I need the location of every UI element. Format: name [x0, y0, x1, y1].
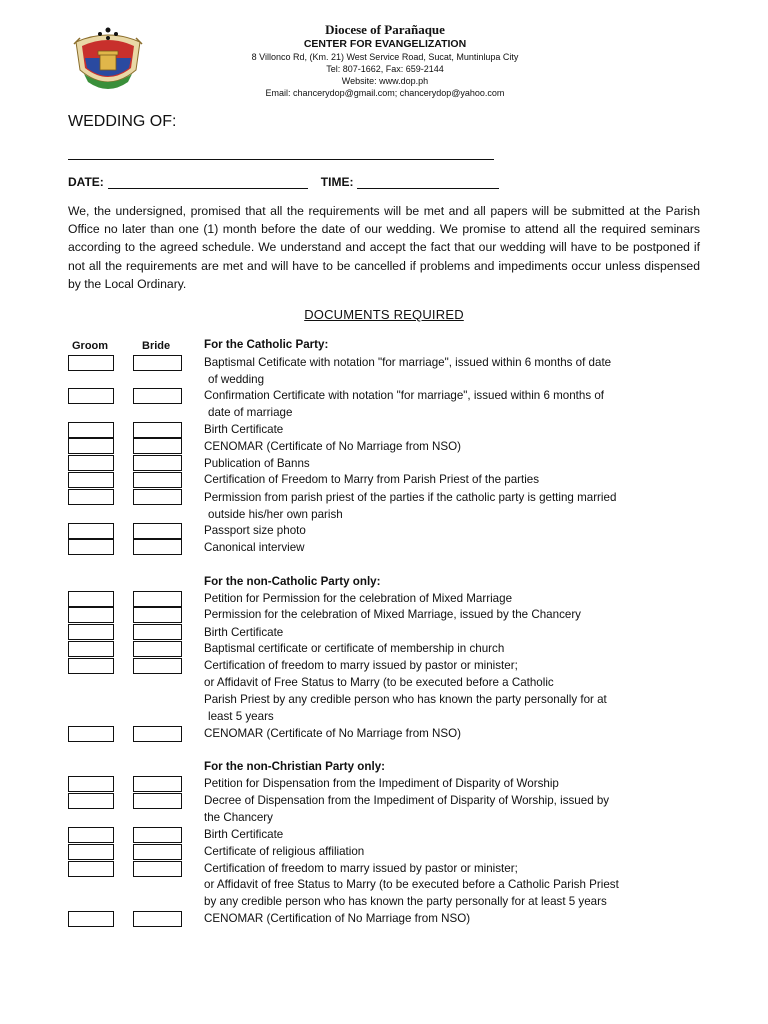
requirement-line: Petition for Dispensation from the Impediment of Disparity of Worship [204, 777, 559, 790]
groom-checkbox[interactable] [68, 641, 114, 657]
requirement-line: Birth Certificate [204, 828, 284, 841]
bride-checkbox[interactable] [133, 641, 182, 657]
date-label: DATE: [68, 175, 104, 189]
groom-checkbox[interactable] [68, 726, 114, 742]
requirement-line: Petition for Permission for the celebration of Mixed Marriage [204, 592, 513, 605]
requirement-line: Permission for the celebration of Mixed Marriage, issued by the Chancery [204, 608, 581, 621]
requirement-line: least 5 years [208, 710, 274, 723]
groom-column-header: Groom [72, 340, 109, 352]
groom-checkbox[interactable] [68, 388, 114, 404]
bride-checkbox[interactable] [133, 607, 182, 623]
groom-checkbox[interactable] [68, 776, 114, 792]
bride-checkbox[interactable] [133, 355, 182, 371]
requirement-line: Permission from parish priest of the parties if the catholic party is getting married [204, 491, 617, 504]
requirement-line: date of marriage [208, 406, 293, 419]
groom-checkbox[interactable] [68, 658, 114, 674]
section-heading: For the Catholic Party: [204, 338, 329, 351]
groom-checkbox[interactable] [68, 911, 114, 927]
bride-checkbox[interactable] [133, 844, 182, 860]
time-blank[interactable] [357, 177, 499, 189]
section-heading: For the non-Catholic Party only: [204, 575, 381, 588]
bride-checkbox[interactable] [133, 489, 182, 505]
groom-checkbox[interactable] [68, 355, 114, 371]
website: Website: www.dop.ph [341, 76, 429, 86]
telephone: Tel: 807-1662, Fax: 659-2144 [326, 64, 444, 74]
requirement-line: Birth Certificate [204, 423, 284, 436]
time-label: TIME: [320, 175, 354, 189]
requirement-line: Birth Certificate [204, 626, 284, 639]
bride-checkbox[interactable] [133, 455, 182, 471]
groom-checkbox[interactable] [68, 827, 114, 843]
groom-checkbox[interactable] [68, 455, 114, 471]
requirement-line: CENOMAR (Certification of No Marriage from NSO) [204, 912, 471, 925]
requirement-line: Certification of Freedom to Marry from Parish Priest of the parties [204, 473, 540, 486]
groom-checkbox[interactable] [68, 607, 114, 623]
bride-checkbox[interactable] [133, 591, 182, 607]
requirement-line: or Affidavit of free Status to Marry (to be executed before a Catholic Parish Priest [204, 878, 619, 891]
email: Email: chancerydop@gmail.com; chancerydop@yahoo.com [265, 88, 505, 98]
requirement-line: CENOMAR (Certificate of No Marriage from NSO) [204, 440, 462, 453]
requirement-line: outside his/her own parish [208, 508, 343, 521]
bride-checkbox[interactable] [133, 658, 182, 674]
groom-checkbox[interactable] [68, 861, 114, 877]
requirement-line: CENOMAR (Certificate of No Marriage from NSO) [204, 727, 462, 740]
documents-required-title: DOCUMENTS REQUIRED [304, 307, 464, 322]
requirement-line: Passport size photo [204, 524, 306, 537]
bride-checkbox[interactable] [133, 911, 182, 927]
date-blank[interactable] [108, 177, 308, 189]
bride-checkbox[interactable] [133, 776, 182, 792]
bride-checkbox[interactable] [133, 438, 182, 454]
diocese-name: Diocese of Parañaque [325, 22, 445, 37]
groom-checkbox[interactable] [68, 591, 114, 607]
groom-checkbox[interactable] [68, 624, 114, 640]
center-name: CENTER FOR EVANGELIZATION [303, 38, 467, 50]
requirement-line: Baptismal Cetificate with notation "for marriage", issued within 6 months of date [204, 356, 612, 369]
requirement-line: Decree of Dispensation from the Impediment of Disparity of Worship, issued by [204, 794, 610, 807]
bride-checkbox[interactable] [133, 422, 182, 438]
groom-checkbox[interactable] [68, 489, 114, 505]
bride-checkbox[interactable] [133, 539, 182, 555]
groom-checkbox[interactable] [68, 539, 114, 555]
groom-checkbox[interactable] [68, 422, 114, 438]
requirement-line: or Affidavit of Free Status to Marry (to be executed before a Catholic [204, 676, 554, 689]
requirement-line: Certification of freedom to marry issued by pastor or minister; [204, 862, 518, 875]
bride-checkbox[interactable] [133, 726, 182, 742]
address: 8 Villonco Rd, (Km. 21) West Service Road, Sucat, Muntinlupa City [251, 52, 519, 62]
bride-checkbox[interactable] [133, 523, 182, 539]
requirement-line: by any credible person who has known the party personally for at least 5 years [204, 895, 607, 908]
requirement-line: of wedding [208, 373, 265, 386]
requirement-line: Confirmation Certificate with notation "for marriage", issued within 6 months of [204, 389, 605, 402]
requirement-line: Parish Priest by any credible person who has known the party personally for at [204, 693, 607, 706]
bride-checkbox[interactable] [133, 624, 182, 640]
bride-checkbox[interactable] [133, 861, 182, 877]
bride-checkbox[interactable] [133, 388, 182, 404]
requirement-line: Canonical interview [204, 541, 305, 554]
groom-checkbox[interactable] [68, 793, 114, 809]
wedding-of-label: WEDDING OF: [68, 113, 177, 130]
intro-paragraph: We, the undersigned, promised that all the requirements will be met and all papers will be submitted at the Parish Office no later than one (1) month before the date of our wedding. We promise to attend all the required seminars according to the agreed schedule. We understand and accept the fact that our wedding will have to be postponed if not all the requirements are met and will have to be cancelled if problems and impediments occur unless dispensed by the Local Ordinary. [68, 204, 700, 291]
wedding-names-blank[interactable] [68, 158, 494, 160]
requirement-line: the Chancery [204, 811, 273, 824]
bride-checkbox[interactable] [133, 827, 182, 843]
groom-checkbox[interactable] [68, 438, 114, 454]
bride-checkbox[interactable] [133, 793, 182, 809]
requirement-line: Publication of Banns [204, 457, 310, 470]
groom-checkbox[interactable] [68, 523, 114, 539]
bride-checkbox[interactable] [133, 472, 182, 488]
requirement-line: Certification of freedom to marry issued by pastor or minister; [204, 659, 518, 672]
date-time-row [68, 175, 499, 189]
requirement-line: Certificate of religious affiliation [204, 845, 365, 858]
requirement-line: Baptismal certificate or certificate of membership in church [204, 642, 505, 655]
diocese-seal-logo [70, 24, 146, 96]
bride-column-header: Bride [142, 340, 171, 352]
groom-checkbox[interactable] [68, 844, 114, 860]
groom-checkbox[interactable] [68, 472, 114, 488]
section-heading: For the non-Christian Party only: [204, 760, 385, 773]
